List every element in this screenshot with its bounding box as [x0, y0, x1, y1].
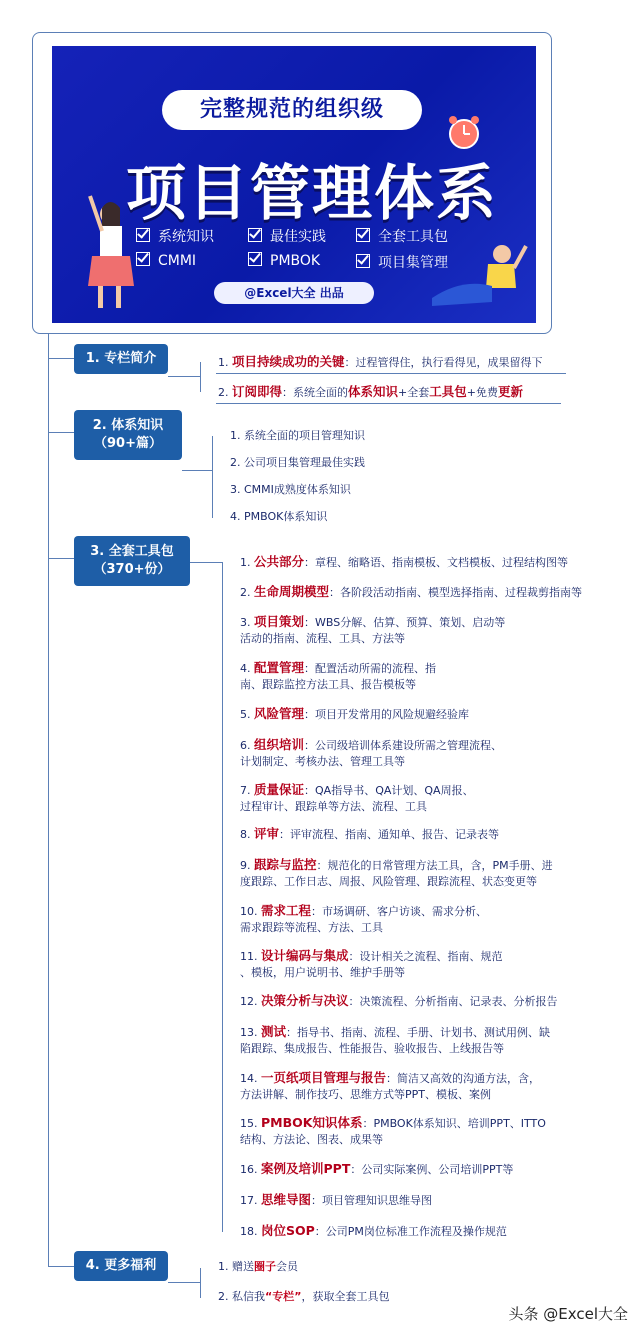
bracket — [222, 562, 223, 1232]
toolkit-item: 1. 公共部分：章程、缩略语、指南模板、文档模板、过程结构图等 — [240, 554, 569, 569]
connector — [168, 376, 200, 377]
benefit-item: 1. 赠送圈子会员 — [218, 1260, 298, 1273]
toolkit-item: 4. 配置管理：配置活动所需的流程、指 南、跟踪监控方法工具、报告模板等 — [240, 660, 437, 691]
knowledge-item: 1. 系统全面的项目管理知识 — [230, 429, 365, 442]
feature-item: 系统知识 — [136, 226, 214, 246]
knowledge-item: 3. CMMI成熟度体系知识 — [230, 483, 351, 496]
toolkit-item: 7. 质量保证：QA指导书、QA计划、QA周报、 过程审计、跟踪单等方法、流程、工具 — [240, 782, 474, 813]
connector — [48, 358, 74, 359]
banner — [52, 46, 536, 323]
man-illustration-icon — [422, 236, 532, 316]
checkbox-icon — [356, 228, 370, 242]
toolkit-item: 12. 决策分析与决议：决策流程、分析指南、记录表、分析报告 — [240, 993, 558, 1008]
toolkit-item: 16. 案例及培训PPT：公司实际案例、公司培训PPT等 — [240, 1161, 514, 1176]
bracket — [212, 436, 213, 518]
toolkit-item: 3. 项目策划：WBS分解、估算、预算、策划、启动等 活动的指南、流程、工具、方法等 — [240, 614, 506, 645]
feature-item: 最佳实践 — [248, 226, 326, 246]
toolkit-item: 8. 评审：评审流程、指南、通知单、报告、记录表等 — [240, 826, 500, 841]
intro-item: 2. 订阅即得：系统全面的体系知识+全套工具包+免费更新 — [218, 384, 523, 401]
connector — [48, 432, 74, 433]
toolkit-item: 6. 组织培训：公司级培训体系建设所需之管理流程、 计划制定、考核办法、管理工具等 — [240, 737, 503, 768]
connector — [48, 1266, 74, 1267]
section-intro: 1. 专栏简介 — [74, 344, 168, 374]
feature-item: CMMI — [136, 252, 196, 269]
section-toolkit: 3. 全套工具包 （370+份） — [74, 536, 190, 586]
section-benefits: 4. 更多福利 — [74, 1251, 168, 1281]
toolkit-item: 10. 需求工程：市场调研、客户访谈、需求分析、 需求跟踪等流程、方法、工具 — [240, 903, 488, 934]
feature-item: 全套工具包 — [356, 226, 448, 246]
knowledge-item: 2. 公司项目集管理最佳实践 — [230, 456, 365, 469]
connector — [190, 562, 222, 563]
watermark: 头条 @Excel大全 — [508, 1305, 628, 1323]
toolkit-item: 15. PMBOK知识体系：PMBOK体系知识、培训PPT、ITTO 结构、方法论、图表、成果等 — [240, 1115, 546, 1146]
knowledge-item: 4. PMBOK体系知识 — [230, 510, 328, 523]
checkbox-icon — [248, 228, 262, 242]
toolkit-item: 14. 一页纸项目管理与报告：简洁又高效的沟通方法，含， 方法讲解、制作技巧、思维方式等PPT、模板、案例 — [240, 1070, 541, 1101]
banner-title: 项目管理体系 — [126, 159, 498, 229]
toolkit-item: 18. 岗位SOP：公司PM岗位标准工作流程及操作规范 — [240, 1223, 507, 1238]
checkbox-icon — [136, 252, 150, 266]
toolkit-item: 5. 风险管理：项目开发常用的风险规避经验库 — [240, 706, 470, 721]
bracket — [200, 362, 201, 392]
tree-spine — [48, 334, 49, 1266]
feature-item: PMBOK — [248, 252, 320, 269]
section-knowledge: 2. 体系知识 （90+篇） — [74, 410, 182, 460]
banner-byline: @Excel大全 出品 — [214, 282, 374, 304]
checkbox-icon — [356, 254, 370, 268]
bracket — [200, 1268, 201, 1298]
banner-subtitle: 完整规范的组织级 — [162, 90, 422, 130]
connector — [168, 1282, 200, 1283]
benefit-item: 2. 私信我“专栏”，获取全套工具包 — [218, 1290, 390, 1303]
toolkit-item: 11. 设计编码与集成：设计相关之流程、指南、规范 、模板，用户说明书、维护手册等 — [240, 948, 503, 979]
woman-illustration-icon — [72, 176, 142, 316]
connector — [182, 470, 212, 471]
toolkit-item: 9. 跟踪与监控：规范化的日常管理方法工具，含，PM手册、进 度跟踪、工作日志、周报、风险管理、跟踪流程、状态变更等 — [240, 857, 553, 888]
toolkit-item: 17. 思维导图：项目管理知识思维导图 — [240, 1192, 433, 1207]
connector — [48, 558, 74, 559]
toolkit-item: 2. 生命周期模型：各阶段活动指南、模型选择指南、过程裁剪指南等 — [240, 584, 583, 599]
checkbox-icon — [136, 228, 150, 242]
toolkit-item: 13. 测试：指导书、指南、流程、手册、计划书、测试用例、缺 陷跟踪、集成报告、性能报告、验收报告、上线报告等 — [240, 1024, 551, 1055]
intro-item: 1. 项目持续成功的关键：过程管得住，执行看得见，成果留得下 — [218, 354, 543, 371]
feature-item: 项目集管理 — [356, 252, 448, 272]
checkbox-icon — [248, 252, 262, 266]
